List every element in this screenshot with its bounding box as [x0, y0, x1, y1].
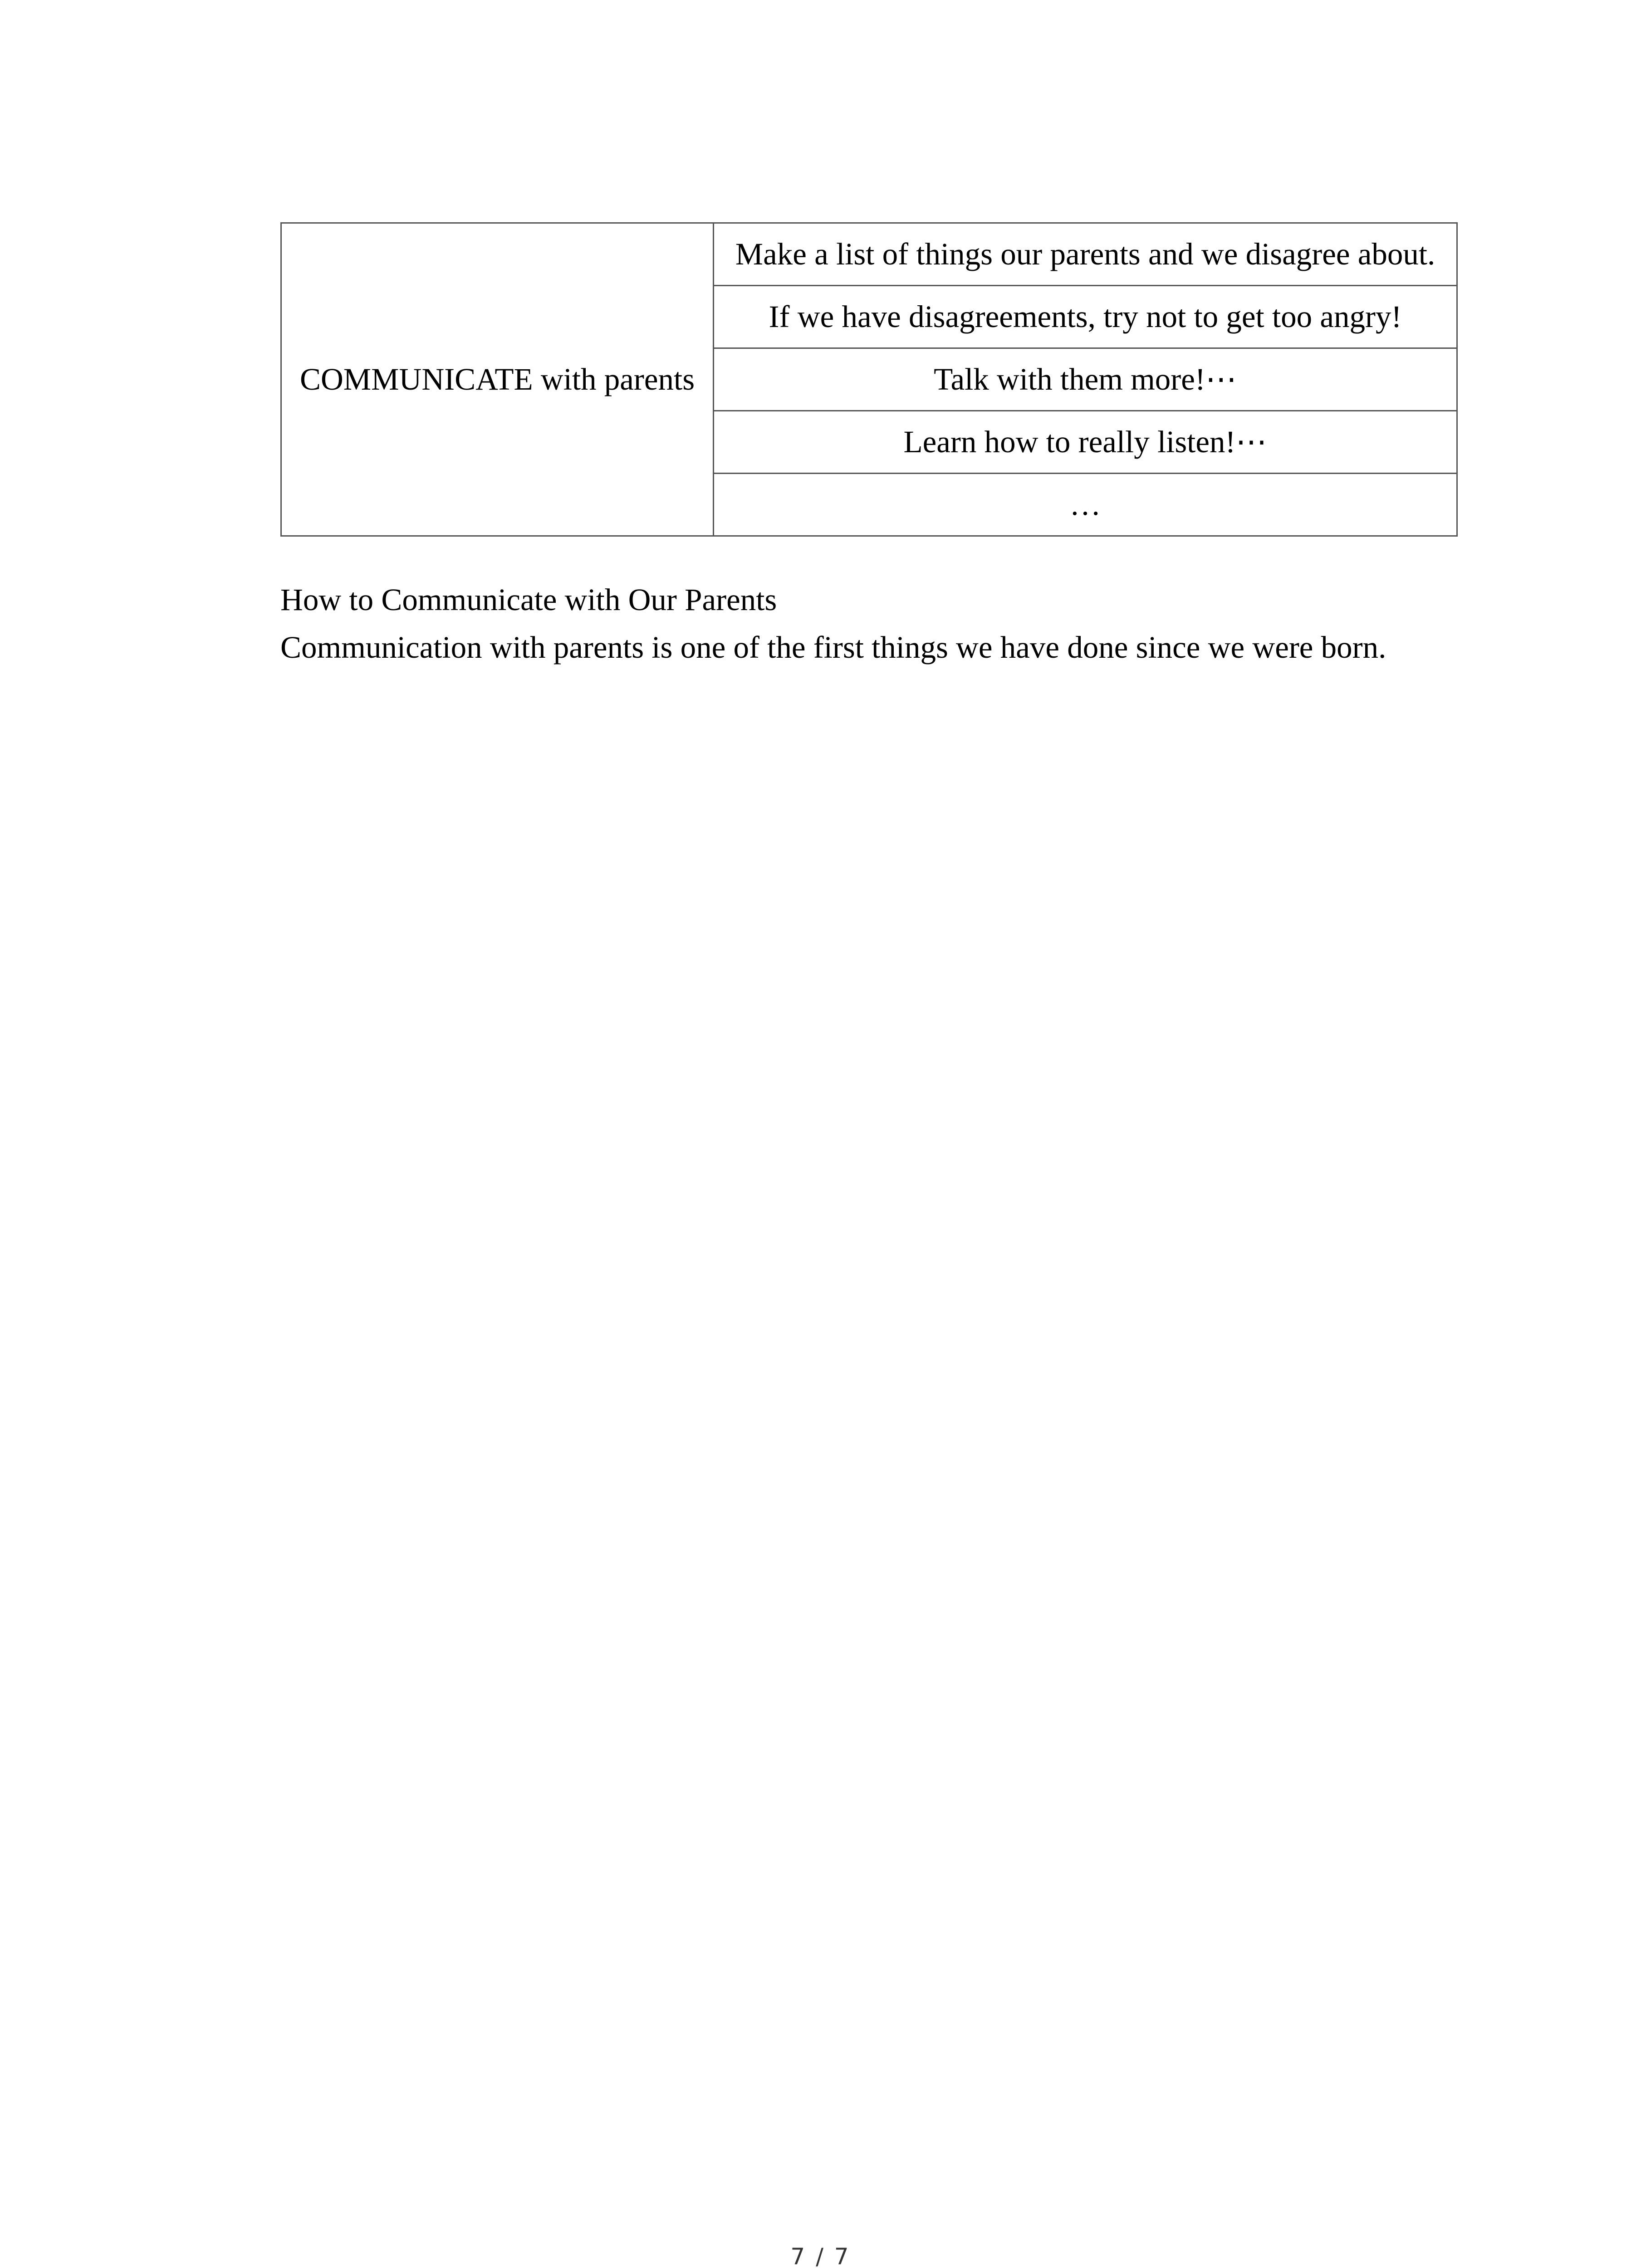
table-cell: Make a list of things our parents and we disagree about.	[714, 223, 1457, 286]
category-cell: COMMUNICATE with parents	[281, 223, 714, 536]
table-cell: …	[714, 474, 1457, 536]
table-cell: If we have disagreements, try not to get too angry!	[714, 286, 1457, 348]
table-row	[281, 223, 1457, 286]
communication-table	[280, 222, 1458, 537]
table-cell: Learn how to really listen!⋯	[714, 411, 1457, 474]
section-heading: How to Communicate with Our Parents	[280, 582, 777, 617]
body-paragraph: Communication with parents is one of the first things we have done since we were born.	[280, 630, 1386, 665]
page-number: 7 / 7	[790, 2244, 851, 2268]
table-cell: Talk with them more!⋯	[714, 348, 1457, 411]
